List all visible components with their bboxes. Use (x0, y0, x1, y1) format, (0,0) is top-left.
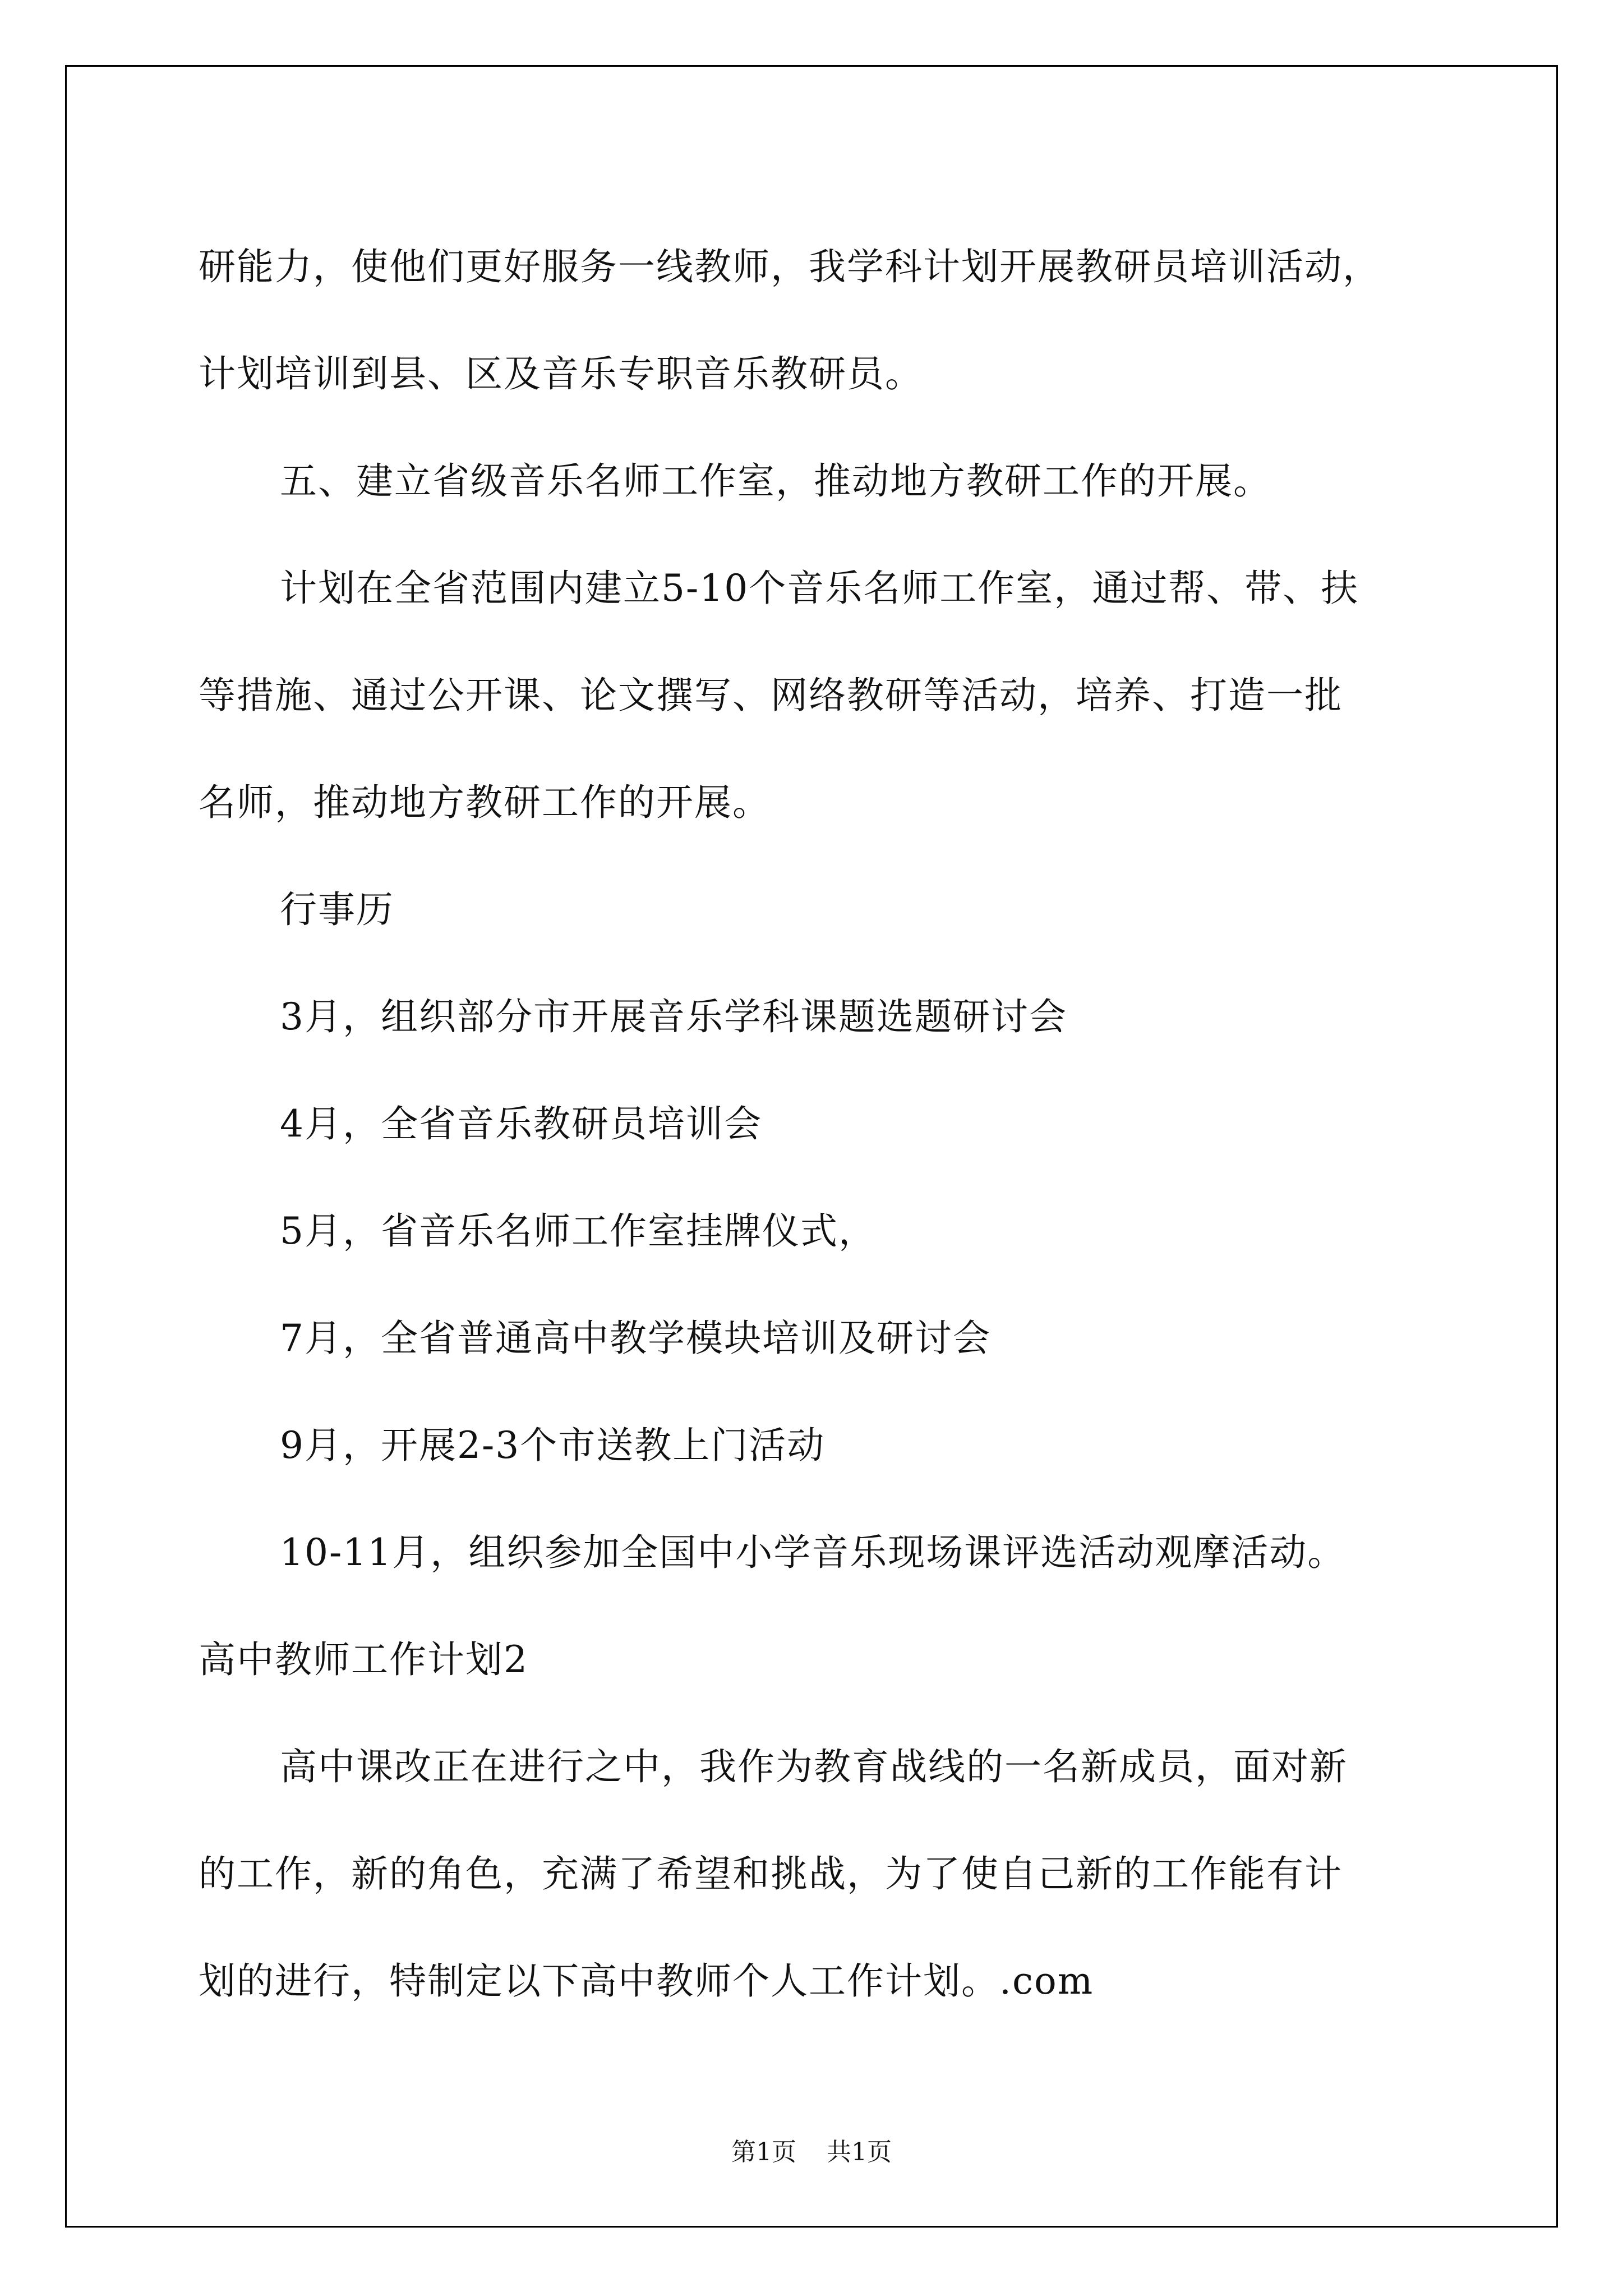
text-line: 名师，推动地方教研工作的开展。 (199, 781, 771, 824)
calendar-item: 3月，组织部分市开展音乐学科课题选题研讨会 (280, 995, 1067, 1038)
calendar-item: 9月，开展2-3个市送教上门活动 (280, 1424, 826, 1467)
text-line: 计划培训到县、区及音乐专职音乐教研员。 (199, 352, 923, 395)
text-line: 划的进行，特制定以下高中教师个人工作计划。.com (199, 1959, 1094, 2003)
section-heading: 五、建立省级音乐名师工作室，推动地方教研工作的开展。 (280, 459, 1271, 503)
text-line: 计划在全省范围内建立5-10个音乐名师工作室，通过帮、带、扶 (280, 567, 1359, 610)
calendar-item: 4月，全省音乐教研员培训会 (280, 1102, 762, 1145)
calendar-item: 10-11月，组织参加全国中小学音乐现场课评选活动观摩活动。 (280, 1531, 1346, 1574)
text-line: 研能力，使他们更好服务一线教师，我学科计划开展教研员培训活动， (199, 245, 1381, 288)
calendar-item: 7月，全省普通高中教学模块培训及研讨会 (280, 1317, 991, 1360)
calendar-heading: 行事历 (280, 888, 394, 931)
text-line: 高中课改正在进行之中，我作为教育战线的一名新成员，面对新 (280, 1745, 1348, 1788)
page-footer (0, 2132, 1623, 2168)
page-number: 第1页 (731, 2138, 796, 2166)
text-line: 的工作，新的角色，充满了希望和挑战，为了使自己新的工作能有计 (199, 1852, 1343, 1895)
text-line: 等措施、通过公开课、论文撰写、网络教研等活动，培养、打造一批 (199, 674, 1343, 717)
page-total: 共1页 (827, 2138, 892, 2166)
calendar-item: 5月，省音乐名师工作室挂牌仪式， (280, 1209, 877, 1253)
document-body (199, 213, 1483, 2035)
document-title: 高中教师工作计划2 (199, 1638, 528, 1681)
